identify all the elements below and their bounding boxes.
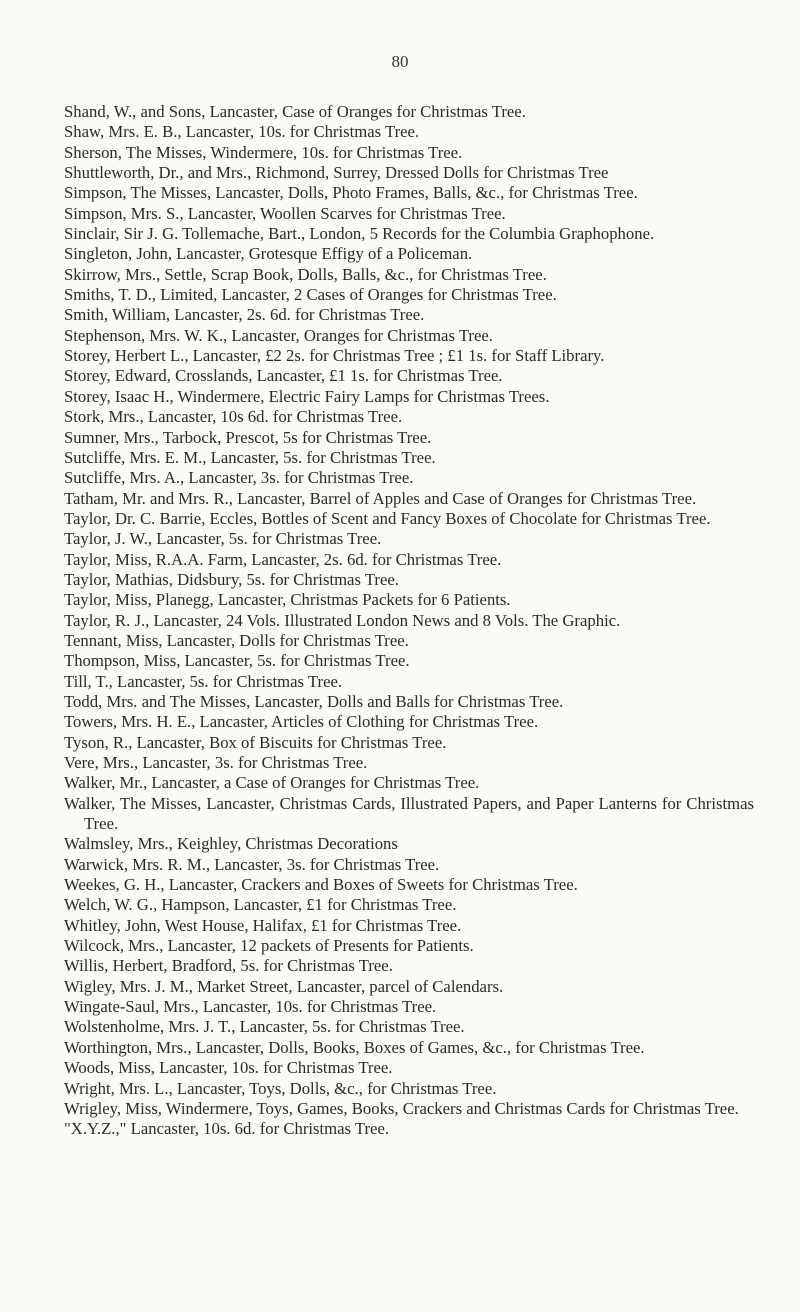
donor-entry: Warwick, Mrs. R. M., Lancaster, 3s. for Christmas Tree. — [64, 854, 440, 874]
donor-entry: Tatham, Mr. and Mrs. R., Lancaster, Barrel of Apples and Case of Oranges for Christmas Tree. — [64, 488, 697, 508]
donor-entry: Wrigley, Miss, Windermere, Toys, Games, Books, Crackers and Christmas Cards for Christmas Tree. — [64, 1098, 739, 1118]
donor-entry: Thompson, Miss, Lancaster, 5s. for Christmas Tree. — [64, 651, 410, 671]
donor-entry: Stork, Mrs., Lancaster, 10s 6d. for Christmas Tree. — [64, 407, 403, 427]
donor-list — [64, 102, 754, 1140]
donor-entry: Skirrow, Mrs., Settle, Scrap Book, Dolls, Balls, &c., for Christmas Tree. — [64, 264, 547, 284]
donor-entry: Woods, Miss, Lancaster, 10s. for Christmas Tree. — [64, 1058, 393, 1078]
donor-entry: Smith, William, Lancaster, 2s. 6d. for Christmas Tree. — [64, 305, 425, 325]
donor-entry: Taylor, Mathias, Didsbury, 5s. for Christmas Tree. — [64, 569, 399, 589]
donor-entry: Worthington, Mrs., Lancaster, Dolls, Books, Boxes of Games, &c., for Christmas Tree. — [64, 1037, 645, 1057]
donor-entry: Taylor, Miss, Planegg, Lancaster, Christmas Packets for 6 Patients. — [64, 590, 511, 610]
donor-entry: Willis, Herbert, Bradford, 5s. for Christmas Tree. — [64, 956, 393, 976]
donor-entry: Shuttleworth, Dr., and Mrs., Richmond, Surrey, Dressed Dolls for Christmas Tree — [64, 163, 609, 183]
donor-entry: Smiths, T. D., Limited, Lancaster, 2 Cases of Oranges for Christmas Tree. — [64, 285, 557, 305]
donor-entry: Walker, The Misses, Lancaster, Christmas Cards, Illustrated Papers, and Paper Lanterns for Christmas Tree. — [64, 793, 754, 834]
donor-entry: Taylor, Miss, R.A.A. Farm, Lancaster, 2s. 6d. for Christmas Tree. — [64, 549, 502, 569]
donor-entry: Tyson, R., Lancaster, Box of Biscuits for Christmas Tree. — [64, 732, 447, 752]
donor-entry: Walmsley, Mrs., Keighley, Christmas Decorations — [64, 834, 398, 854]
donor-entry: Shaw, Mrs. E. B., Lancaster, 10s. for Christmas Tree. — [64, 122, 420, 142]
donor-entry: Todd, Mrs. and The Misses, Lancaster, Dolls and Balls for Christmas Tree. — [64, 691, 564, 711]
donor-entry: Storey, Herbert L., Lancaster, £2 2s. for Christmas Tree ; £1 1s. for Staff Library. — [64, 346, 605, 366]
donor-entry: Tennant, Miss, Lancaster, Dolls for Christmas Tree. — [64, 630, 409, 650]
donor-entry: Weekes, G. H., Lancaster, Crackers and Boxes of Sweets for Christmas Tree. — [64, 875, 578, 895]
donor-entry: Walker, Mr., Lancaster, a Case of Oranges for Christmas Tree. — [64, 773, 480, 793]
donor-entry: Sinclair, Sir J. G. Tollemache, Bart., London, 5 Records for the Columbia Graphophone. — [64, 224, 655, 244]
donor-entry: "X.Y.Z.," Lancaster, 10s. 6d. for Christmas Tree. — [64, 1119, 390, 1139]
donor-entry: Singleton, John, Lancaster, Grotesque Effigy of a Policeman. — [64, 244, 473, 264]
donor-entry: Sutcliffe, Mrs. E. M., Lancaster, 5s. for Christmas Tree. — [64, 447, 436, 467]
page-number: 80 — [391, 52, 409, 71]
donor-entry: Sutcliffe, Mrs. A., Lancaster, 3s. for Christmas Tree. — [64, 468, 414, 488]
donor-entry: Vere, Mrs., Lancaster, 3s. for Christmas Tree. — [64, 753, 368, 772]
donor-entry: Shand, W., and Sons, Lancaster, Case of Oranges for Christmas Tree. — [64, 102, 526, 121]
donor-entry: Stephenson, Mrs. W. K., Lancaster, Oranges for Christmas Tree. — [64, 325, 493, 345]
donor-entry: Sherson, The Misses, Windermere, 10s. for Christmas Tree. — [64, 142, 463, 162]
donor-entry: Taylor, R. J., Lancaster, 24 Vols. Illustrated London News and 8 Vols. The Graphic. — [64, 610, 621, 630]
donor-entry: Whitley, John, West House, Halifax, £1 for Christmas Tree. — [64, 915, 462, 935]
donor-entry: Simpson, The Misses, Lancaster, Dolls, Photo Frames, Balls, &c., for Christmas Tree. — [64, 183, 638, 203]
donor-entry: Sumner, Mrs., Tarbock, Prescot, 5s for Christmas Tree. — [64, 427, 432, 447]
donor-entry: Wright, Mrs. L., Lancaster, Toys, Dolls, &c., for Christmas Tree. — [64, 1078, 497, 1098]
donor-entry: Wigley, Mrs. J. M., Market Street, Lancaster, parcel of Calendars. — [64, 976, 504, 996]
donor-entry: Wingate-Saul, Mrs., Lancaster, 10s. for Christmas Tree. — [64, 997, 437, 1017]
donor-entry: Storey, Isaac H., Windermere, Electric Fairy Lamps for Christmas Trees. — [64, 386, 550, 406]
donor-entry: Taylor, Dr. C. Barrie, Eccles, Bottles of Scent and Fancy Boxes of Chocolate for Christmas Tree. — [64, 508, 711, 528]
donor-entry: Simpson, Mrs. S., Lancaster, Woollen Scarves for Christmas Tree. — [64, 203, 506, 223]
donor-entry: Till, T., Lancaster, 5s. for Christmas Tree. — [64, 671, 343, 691]
donor-entry: Wilcock, Mrs., Lancaster, 12 packets of Presents for Patients. — [64, 936, 474, 956]
donor-entry: Storey, Edward, Crosslands, Lancaster, £1 1s. for Christmas Tree. — [64, 366, 503, 386]
donor-entry: Wolstenholme, Mrs. J. T., Lancaster, 5s. for Christmas Tree. — [64, 1017, 465, 1037]
donor-entry: Towers, Mrs. H. E., Lancaster, Articles of Clothing for Christmas Tree. — [64, 712, 539, 732]
donor-entry: Taylor, J. W., Lancaster, 5s. for Christmas Tree. — [64, 529, 382, 549]
donor-entry: Welch, W. G., Hampson, Lancaster, £1 for Christmas Tree. — [64, 895, 457, 915]
